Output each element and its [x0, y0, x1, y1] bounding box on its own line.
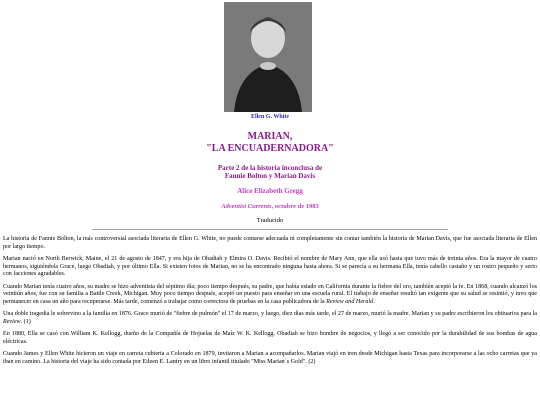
article-author: Alice Elizabeth Gregg: [237, 187, 303, 195]
paragraph-2: Marian nació en North Berwick, Maine, el 21 de agosto de 1847, y era hija de Obadiah y Elmira O. Davis. Recibió el nombre de Mary Ann, que ella usó hasta que tuvo más de treinta años. Era la mayor de cuatro hermanos, siguiéndola Grace, luego Obadiah, y por último Ella. Si existen fotos de Marian, no se ha encontrado ninguna hasta ahora. Si se parecía a su hermana Ella, tenía cabello castaño y un rostro pequeño y serio con facciones agradables.: [3, 256, 537, 277]
article-body: [3, 236, 537, 371]
article-title-line1: MARIAN,: [247, 131, 293, 142]
paragraph-5: En 1880, Ella se casó con William K. Kellogg, dueño de la Compañía de Hojuelas de Maíz W. K. Kellogg. Obadiah se hizo hombre de negocios, y llegó a ser conocido por la durabilidad de sus bombas de agua eléctricas.: [3, 331, 537, 345]
review-title: Review: [3, 318, 21, 325]
article-source: [0, 203, 540, 210]
paragraph-6: Cuando James y Ellen White hicieron un viaje en carreta cubierta a Colorado en 1879, invitaron a Marian a acompañarlos. Marian viajó en tren desde Michigan hasta Texas para incorporarse a las ocho carretas que ya iban en camino. La historia del viaje ha sido contada por Eileen E. Lantry en un libro infantil titulado "Miss Marian´s Gold". (2): [3, 351, 537, 365]
article-title-line2: "LA ENCUADERNADORA": [206, 143, 334, 154]
article-subtitle-line2: Fannie Bolton y Marian Davis: [224, 172, 316, 180]
review-herald-title: Review and Herald: [326, 298, 374, 305]
source-publication: Adventist Currents: [221, 203, 272, 210]
article-subtitle-line1: Parte 2 de la historia inconclusa de: [217, 164, 323, 172]
paragraph-4: Una doble tragedia le sobrevino a la familia en 1876. Grace murió de "fiebre de pulmón" el 17 de marzo, y luego, diez días más tarde, el 27 de marzo, murió la madre. Marian y su padre escribieron los obituarios para la Review. (1): [3, 311, 537, 325]
paragraph-1: La historia de Fannie Bolton, la más controversial asociada literaria de Ellen G. White, no puede contarse adecuada ni completamente sin contar también la historia de Marian Davis, que fue asociada literaria de Ellen por largo tiempo.: [3, 236, 537, 250]
source-date: , octubre de 1983: [271, 203, 319, 210]
translation-note: Traducido: [256, 217, 284, 224]
photo-caption: Ellen G. White: [250, 114, 290, 120]
paragraph-3: Cuando Marian tenía cuatro años, su madre se hizo adventista del séptimo día; poco tiempo después, su padre, que había estado en California durante la fiebre del oro, también aceptó la fe. En 1868, cuando alcanzó los veintiún años, fue con su familia a Battle Creek, Michigan. Muy poco tiempo después, aceptó un puesto para enseñar en una escuela rural. El trabajo de enseñar resultó tan exigente que su salud se resintió, y tuvo que permanecer en casa un año para recuperarse. Más tarde, comenzó a trabajar como correctora de pruebas en la casa publicadora de la Review and Herald.: [3, 283, 537, 305]
section-divider: [92, 229, 448, 230]
portrait-image: [224, 2, 312, 112]
portrait-photo: [224, 2, 312, 112]
